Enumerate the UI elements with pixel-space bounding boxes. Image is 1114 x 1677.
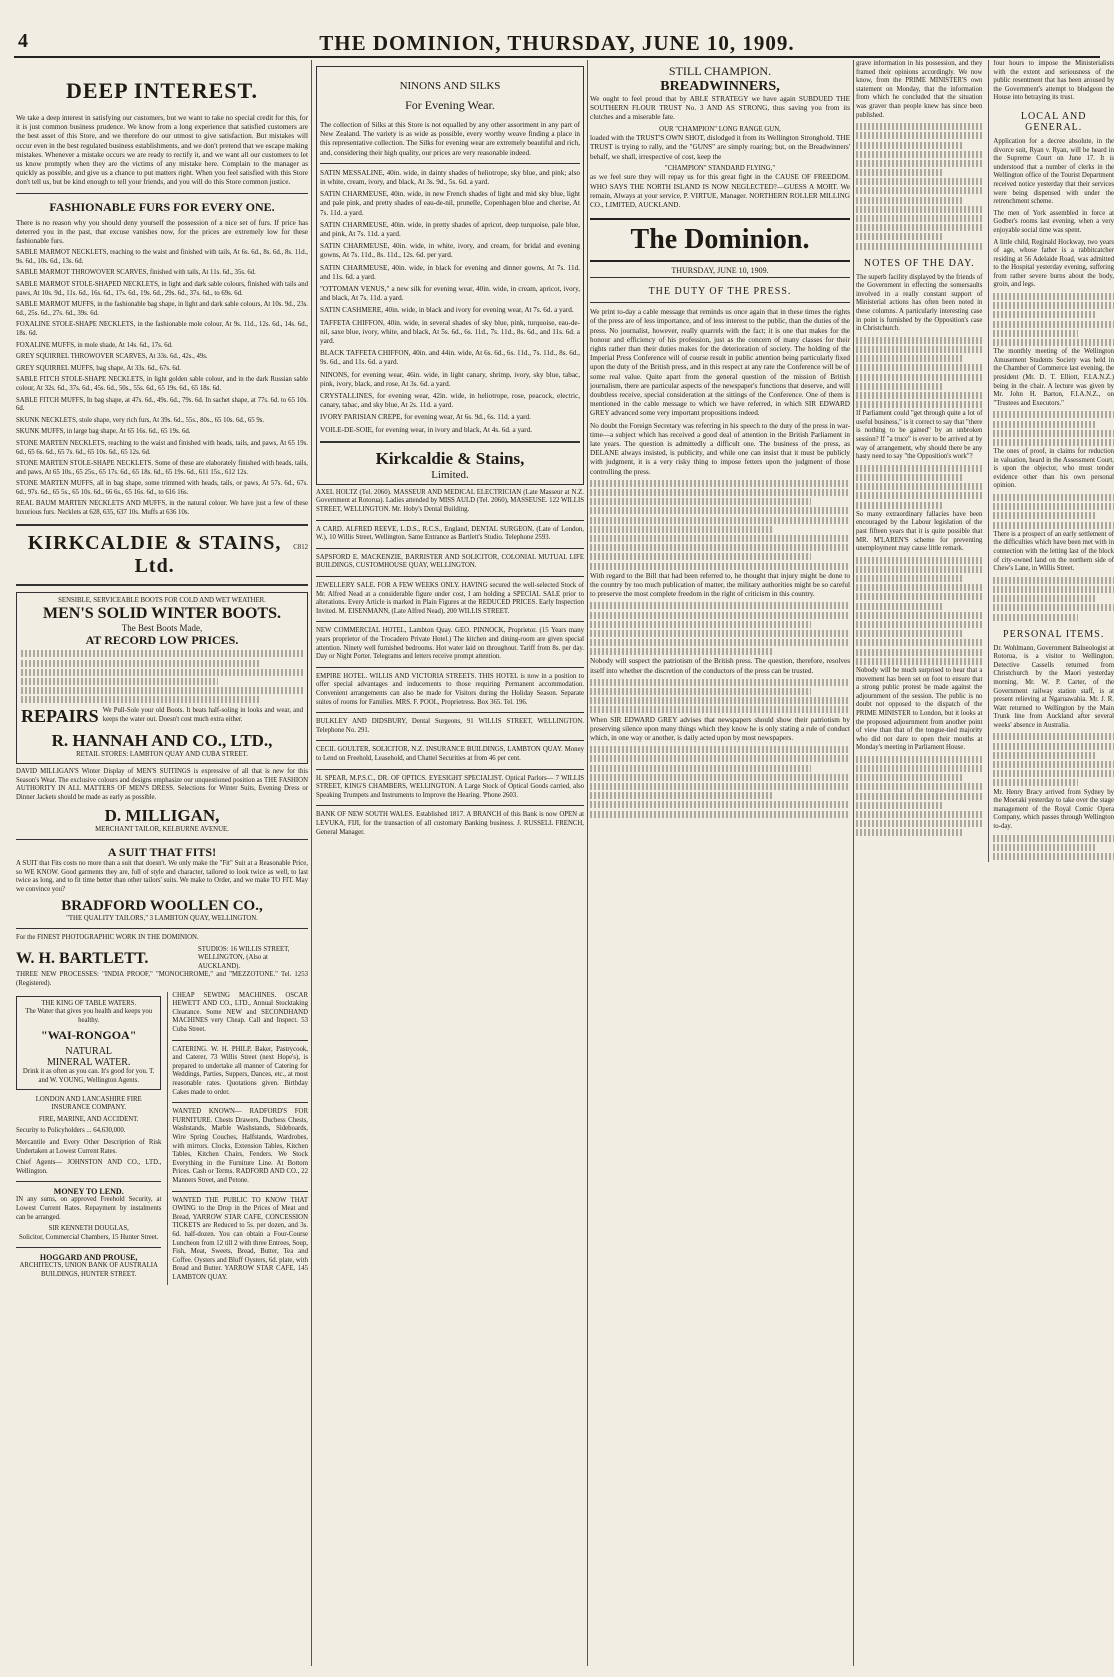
milligan-name: D. MILLIGAN, — [104, 805, 220, 825]
local-text: A little child, Reginald Hockway, two years of age, whose father is a rabbitcatcher residing at 56 Adelaide Road, was admitted to the Hospital yesterday evening, suffering from rather severe burns about the body, groin, and legs. — [993, 238, 1114, 289]
milligan-sub: MERCHANT TAILOR, KELBURNE AVENUE. — [95, 825, 229, 833]
fur-item: FOXALINE STOLE-SHAPE NECKLETS, in the fashionable mole colour, At 9s. 11d., 12s. 6d., 14s. 6d., 18s. 6d. — [16, 321, 308, 337]
boots-ad — [16, 592, 308, 765]
card-mackenzie: SAPSFORD E. MACKENZIE, BARRISTER AND SOLICITOR, COLONIAL MUTUAL LIFE BUILDINGS, CUSTOMHOUSE QUAY, WELLINGTON. — [316, 553, 584, 570]
wai-top: THE KING OF TABLE WATERS. — [41, 999, 137, 1007]
duty-text: No doubt the Foreign Secretary was referring in his speech to the duty of the press in war-time—a subject which has received a good deal of attention in the British Parliament in late years. The question is admittedly a difficult one. The business of the press, as DELANE always insisted, is publicity, and while one can insist that it must be publicly with judgment, it is a very risky thing to impose fetters upon the judgment of those controlling the press. — [590, 421, 850, 476]
store-code: C812 — [293, 543, 308, 551]
fur-item: SABLE MARMOT MUFFS, in the fashionable bag shape, in light and dark sable colours, At 10s. 9d., 23s. 6d., 25s. 6d., 27s. 6d., 39s. 6d. — [16, 301, 308, 317]
card-holtz: AXEL HOLTZ (Tel. 2060). MASSEUR AND MEDICAL ELECTRICIAN (Late Masseur at N.Z. Government at Rotorua). Ladies attended by MISS AULD (Tel. 2060), MASSEUSE. 122 WILLIS STREET, WELLINGTON. Mr. Hoby's Dental Building. — [316, 488, 584, 514]
fur-item: SABLE MARMOT STOLE-SHAPED NECKLETS, in light and dark sable colours, finished with tails and paws, At 10s. 9d., 11s. 6d., 16s. 6d., 17s. 6d., 19s. 6d., 29s. 6d., 37s. 6d., to 69s. 6d. — [16, 281, 308, 297]
local-text: The monthly meeting of the Wellington Amusement Students Society was held in the Chamber of Commerce last evening, the president (Mr. D. T. Elliott, F.I.A.N.Z.) being in the chair. A lecture was given by Mr. John H. Barton, F.I.A.N.Z., on "Trustees and Executors." — [993, 348, 1114, 407]
duty-text: When SIR EDWARD GREY advises that newspapers should show their patriotism by preserving silence upon many things which they know he is only stating a rule of conduct which, in one way or another, is daily acted upon by most newspapers. — [590, 715, 850, 743]
silk-item: "OTTOMAN VENUS," a new silk for evening wear, 40in. wide, in cream, apricot, ivory, and black, At 7s. 11d. a yard. — [320, 285, 580, 303]
silk-item: SATIN MESSALINE, 40in. wide, in dainty shades of heliotrope, sky blue, and pink; also in white, cream, ivory, and black, At 3s. 9d., 5s. 6d. a yard. — [320, 168, 580, 187]
catering-ad: CATERING. W. H. PHILP, Baker, Pastrycook, and Caterer, 73 Willis Street (next Hope's), is prepared to undertake all manner of Catering for Weddings, Parties, Suppers, Dances, etc., at most reasonable rates. Quotations given. Birthday Cakes made to order. — [172, 1045, 308, 1096]
yarrow-ad: WANTED THE PUBLIC TO KNOW THAT OWING to the Drop in the Prices of Meat and Bread, YARROW STAR CAFE, CONCESSION TICKETS are Reduced to 5s. per dozen, and 3s. 6d. half-dozen. You can obtain a Four-Course Luncheon from 12 till 2 with three Entrees, Soup, Fish, Meat, Sweets, Bread, Butter, Tea and Coffee. Oysters and Bluff Oysters, 6d. plate, with Bread and Butter. YARROW STAR CAFE, 145 LAMBTON QUAY. — [172, 1196, 308, 1281]
column-3 — [590, 60, 850, 1668]
column-2 — [316, 60, 584, 1668]
top-text: four hours to impose the Ministerialists with the extent and seriousness of the public resentment that has been aroused by the Government's attempt to bludgeon the House into betraying its trust. — [993, 60, 1114, 102]
silk-item: SATIN CHARMEUSE, 40in. wide, in black for evening and dinner gowns, At 7s. 11d. and 11s. 6d. a yard. — [320, 263, 580, 281]
hoggard-sub: ARCHITECTS, UNION BANK OF AUSTRALIA BUILDINGS, HUNTER STREET. — [19, 1262, 158, 1278]
money-name: SIR KENNETH DOUGLAS, — [48, 1225, 129, 1233]
notes-text: So many extraordinary fallacies have been encouraged by the Labour legislation of the past fifteen years that it is quite possible that MR. M'LAREN'S scheme for preventing unemployment may cause little remark. — [856, 510, 983, 553]
silk-item: IVORY PARISIAN CREPE, for evening wear, At 6s. 9d., 6s. 11d. a yard. — [320, 413, 531, 422]
gov-text: grave information in his possession, and they framed their opinions accordingly. We now know, from the PRIME MINISTER'S own statement on Monday, that the information from which he concluded that the situation was graver than people knew has since been published. — [856, 60, 983, 119]
lancs-text: Mercantile and Every Other Description of Risk Undertaken at Lowest Current Rates. — [16, 1139, 162, 1155]
wai-title: "WAI-RONGOA" — [41, 1028, 137, 1043]
boots-title: MEN'S SOLID WINTER BOOTS. — [43, 605, 281, 623]
fur-item: SKUNK NECKLETS, stole shape, very rich furs, At 39s. 6d., 55s., 80s., 65 10s. 6d., 65 9s. — [16, 416, 265, 424]
furs-heading: FASHIONABLE FURS FOR EVERY ONE. — [49, 199, 275, 214]
lancs-sub: FIRE, MARINE, AND ACCIDENT. — [38, 1115, 139, 1123]
local-text: The ones of proof, in claims for reduction in valuation, heard in the Assessment Court, is upon the objector, who must tender evidence other than his own personal opinion. — [993, 448, 1114, 490]
silk-item: NINONS, for evening wear, 46in. wide, in light canary, shrimp, ivory, sky blue, tabac, pink, ivory, black, and rose, At 3s. 6d. a yard. — [320, 370, 580, 388]
standard-heading: "CHAMPION" STANDARD FLYING," — [664, 164, 776, 172]
money-sub: Solicitor, Commercial Chambers, 15 Hunter Street. — [18, 1233, 159, 1241]
wai-text: Drink it as often as you can. It's good for you. T. and W. YOUNG, Wellington Agents. — [22, 1068, 155, 1085]
silk-item: SATIN CASHMERE, 40in. wide, in black and ivory for evening wear, At 7s. 6d. a yard. — [320, 306, 574, 315]
bradford-sub: "THE QUALITY TAILORS," 3 LAMBTON QUAY, WELLINGTON. — [66, 914, 258, 922]
wai-line1: NATURAL — [65, 1046, 113, 1058]
fits-title: A SUIT THAT FITS! — [107, 845, 217, 860]
personal-heading: PERSONAL ITEMS. — [1003, 628, 1105, 640]
column-rule — [311, 60, 312, 1666]
fur-item: STONE MARTEN STOLE-SHAPE NECKLETS. Some of these are elaborately finished with heads, tails, and paws, At 65 10s., 65 25s., 65 17s. 6d., 65 18s. 6d., 65 19s. 6d., 611 15s., 612 12s. — [16, 460, 308, 476]
duty-text: With regard to the Bill that had been referred to, he thought that injury might be done to the country by too much publication of matter, the military authorities might be so careful to preserve the most complete freedom in the right of criticism in this country. — [590, 571, 850, 599]
silk-item: BLACK TAFFETA CHIFFON, 40in. and 44in. wide, At 6s. 6d., 6s. 11d., 7s. 11d., 8s. 6d., 9s. 6d., and 11s. 6d. a yard. — [320, 349, 580, 367]
wai-sub: The Water that gives you health and keeps you healthy. — [25, 1008, 153, 1024]
bartlett-processes: THREE NEW PROCESSES: "INDIA PROOF," "MONOCHROME," and "MEZZOTONE." Tel. 1253 (Registered). — [16, 971, 308, 988]
card-goulter: CECIL GOULTER, SOLICITOR, N.Z. INSURANCE BUILDINGS, LAMBTON QUAY. Money to Lend on Freehold, Leasehold, and Chattel Securities at from 46 per cent. — [316, 746, 584, 762]
silk-item: CRYSTALLINES, for evening wear, 42in. wide, in heliotrope, rose, peacock, electric, canary, tabac, and sky blue, At 2s. 11d. a yard. — [320, 392, 580, 410]
card-jewellery: JEWELLERY SALE. FOR A FEW WEEKS ONLY. HAVING secured the well-selected Stock of Mr. Alfred Nead at a considerable figure under cost, I am holding a SPECIAL SALE prior to alterations. Every Article is marked in Plain Figures at the REDUCED PRICES. Early Inspection Invited. M. EISENMANN, (Late Alfred Nead), 200 WILLIS STREET. — [316, 582, 584, 615]
card-bank: BANK OF NEW SOUTH WALES. Established 1817. A BRANCH of this Bank is now OPEN at LEVUKA, FIJI, for the transaction of all customary Banking business. J. RUSSELL FRENCH, General Manager. — [316, 811, 584, 836]
silk-item: SATIN CHARMEUSE, 40in. wide, in pretty shades of apricot, deep turquoise, pale blue, and pink, At 7s. 11d. a yard. — [320, 220, 580, 239]
hannah-sub: RETAIL STORES: LAMBTON QUAY AND CUBA STREET. — [76, 750, 248, 758]
duty-text: Nobody will suspect the patriotism of the British press. The question, therefore, resolves itself into whether the discretion of the conductors of the press can be trusted. — [590, 657, 850, 675]
repairs-heading: REPAIRS — [21, 705, 99, 726]
bradford-firm: BRADFORD WOOLLEN CO., — [61, 897, 263, 914]
notes-text: If Parliament could "get through quite a lot of useful business," is it correct to say that "there is nothing to be gained" by an unbroken session? If "a truce" is ever to be arrived at by way of arrangement, why should there be any hasty need to say "the Opposition's work"? — [856, 410, 983, 461]
fur-item: REAL BAUM MARTEN NECKLETS AND MUFFS, in the natural colour. We have just a few of these luxurious furs. Necklets at 628, 635, 637 10s. Muffs at 636 10s. — [16, 500, 308, 517]
kirkcaldie-sub: Limited. — [431, 468, 469, 481]
lancs-agents: Chief Agents— JOHNSTON AND CO., LTD., Wellington. — [16, 1159, 162, 1175]
champion-text: loaded with the TRUST'S OWN SHOT, dislodged it from its Wellington Stronghold. THE TRUST is trying to rally, and the "GUNS" are simply roaring; but, on the Breadwinners' behalf, we shall, irrespective of cost, keep the — [590, 134, 850, 161]
silks-ad — [316, 66, 584, 485]
silk-item: SATIN CHARMEUSE, 40in. wide, in white, ivory, and cream, for bridal and evening gowns, At 7s. 11d., 8s. 11d., 12s. 6d. per yard. — [320, 242, 580, 260]
local-text: There is a prospect of an early settlement of the difficulties which have been met with in connection with the letting last of the block of city-owned land on the northern side of Chew's Lane, in Willis Street. — [993, 530, 1114, 573]
boots-prices: AT RECORD LOW PRICES. — [85, 633, 239, 648]
repairs-text: We Pull-Sole your old Boots. It beats half-soling in looks and wear, and keeps the water out. Doesn't cost much extra either. — [102, 707, 303, 724]
boots-top: SENSIBLE, SERVICEABLE BOOTS FOR COLD AND WET WEATHER. — [58, 596, 266, 604]
column-1 — [16, 60, 308, 1668]
bartlett-intro: For the FINEST PHOTOGRAPHIC WORK IN THE DOMINION. — [16, 934, 199, 942]
dominion-logo: The Dominion. — [590, 218, 850, 262]
hannah-firm: R. HANNAH AND CO., LTD., — [51, 730, 273, 750]
fur-item: SABLE FITCH STOLE-SHAPE NECKLETS, in light golden sable colour, and in the dark Russian sable colour, At 32s. 6d., 37s. 6d., 45s. 6d., 50s., 55s. 6d., 65 19s. 6d., 65 18s. 6d. — [16, 376, 308, 392]
card-empire-hotel: EMPIRE HOTEL. WILLIS AND VICTORIA STREETS. THIS HOTEL is now in a position to offer special advantages and inducements to those requiring Permanent accommodation. Convenient arrangements can also be made for Visitors during the Holiday Season. Separate suites of rooms for Families. MRS. F. POOL, Proprietress. Box 365. Tel. 196. — [316, 672, 584, 706]
bartlett-name: W. H. BARTLETT. — [16, 949, 149, 967]
lancs-title: LONDON AND LANCASHIRE FIRE INSURANCE COMPANY. — [35, 1095, 142, 1112]
silk-item: VOILE-DE-SOIE, for evening wear, in ivory and black, At 4s. 6d. a yard. — [320, 425, 533, 434]
standard-text: as we feel sure they will repay us for this great fight in the CAUSE OF FREEDOM. WHO SAYS THE NORTH ISLAND IS NOW NEGLECTED?—GUESS A MORT. We remain, Always at your service, P. VIRTUE, Manager. NORTHERN ROLLER MILLING CO., LIMITED, AUCKLAND. — [590, 173, 850, 210]
fur-item: SABLE MARMOT THROWOVER SCARVES, finished with tails, At 11s. 6d., 35s. 6d. — [16, 269, 256, 277]
ninons-text: The collection of Silks at this Store is not equalled by any other assortment in any part of New Zealand. The variety is as wide as possible, every worthy weave finding a place in this representative collection. The Silks for evening wear are extremely beautiful and rich, and, considering their high quality, our prices are very reasonable indeed. — [320, 121, 580, 157]
hoggard-name: HOGGARD AND PROUSE, — [39, 1253, 138, 1263]
card-bulkley: BULKLEY AND DIDSBURY, Dental Surgeons, 91 WILLIS STREET, WELLINGTON. Telephone No. 291. — [316, 718, 584, 734]
furs-intro: There is no reason why you should deny yourself the possession of a nice set of furs. If price has deterred you in the past, that excuse vanishes now, for the prices are extremely low for these fashionable furs. — [16, 218, 308, 246]
fur-item: FOXALINE MUFFS, in mole shade, At 14s. 6d., 17s. 6d. — [16, 341, 173, 349]
silk-item: SATIN CHARMEUSE, 40in. wide, in new French shades of light and mid sky blue, light and pale pink, and pretty shades of eau-de-nil, prunelle, Copenhagen blue and cherise, At 7s. 11d. a yard. — [320, 190, 580, 217]
money-text: IN any sums, on approved Freehold Security, at Lowest Current Rates. Repayment by instalments can be arranged. — [16, 1196, 162, 1221]
masthead-title: THE DOMINION, THURSDAY, JUNE 10, 1909. — [319, 31, 795, 55]
deep-interest-heading: DEEP INTEREST. — [65, 78, 259, 103]
ninons-heading: NINONS AND SILKS — [399, 80, 501, 92]
sewing-ad: CHEAP SEWING MACHINES. OSCAR HEWETT AND CO., LTD., Annual Stocktaking Clearance. Some NEW and SECONDHAND MACHINES very Cheap. Call and Inspect. 53 Cuba Street. — [172, 991, 308, 1034]
bread-text: We ought to feel proud that by ABLE STRATEGY we have again SUBDUED THE SOUTHERN FLOUR TRUST No. 3 AND AS STRONG, thus saving you from its clutches and a miserable fate. — [590, 95, 850, 122]
column-4 — [856, 60, 1114, 1668]
fur-item: GREY SQUIRREL MUFFS, bag shape, At 33s. 6d., 67s. 6d. — [16, 364, 181, 372]
personal-text: Dr. Wohlmann, Government Balneologist at Rotorua, is a visitor to Wellington. Detective Cassells returned from Christchurch by the Maori yesterday morning. Mr. W. P. Carter, of the Government railway station staff, is at present relieving at Ngaruawahia. Mr. J. R. Watt returned to Wellington by the Main Trunk line from Auckland after several weeks' absence in Australia. — [993, 644, 1114, 729]
column-rule — [587, 60, 588, 1666]
wai-line2: MINERAL WATER. — [47, 1057, 131, 1069]
ninons-sub: For Evening Wear. — [405, 98, 495, 112]
fur-item: SABLE MARMOT NECKLETS, reaching to the waist and finished with tails, At 6s. 6d., 8s. 6d., 8s. 11d., 9s. 6d., 10s. 6d., 13s. 6d. — [16, 249, 308, 265]
deep-interest-text: We take a deep interest in satisfying our customers, but we want to take no special credit for this, for it is just common business prudence. We know from a long experience that satisfied customers are the best asset of this Store, and we therefore do our utmost to give satisfaction. But mistakes will occur even in the best regulated business establishments, and we don't pretend that we escape making mistakes. Whenever a mistake occurs we are ready to rectify it, and we want all our customers to let us know promptly when they are the victims of any mistake here. Complain to the manager as quickly as possible, and give us a chance to put matters right. When you feel satisfied with this Store don't tell us, but be kind enough to tell your friends, and you will do this Store common justice. — [16, 114, 308, 187]
champion-gun: OUR "CHAMPION" LONG RANGE GUN, — [659, 125, 781, 133]
furs-list — [16, 249, 308, 517]
fur-item: GREY SQUIRREL THROWOVER SCARVES, At 33s. 6d., 42s., 49s. — [16, 353, 208, 361]
lancs-security: Security to Policyholders ... 64,630,000. — [16, 1127, 126, 1135]
local-text: The men of York assembled in force at Godber's rooms last evening, when a very enjoyable social time was spent. — [993, 209, 1114, 234]
notes-text: The superb facility displayed by the friends of the Government in effecting the somersaults involved in a really constant support of Ministerial actions has often been noted in these columns. A particularly interesting case in point is furnished by the Opposition's case in Christchurch. — [856, 273, 983, 333]
duty-heading: THE DUTY OF THE PRESS. — [648, 286, 792, 298]
champion-heading: STILL CHAMPION. — [668, 64, 772, 78]
card-reeve: A CARD. ALFRED REEVE, L.D.S., R.C.S., England, DENTAL SURGEON, (Late of London, W.), 10 Willis Street, Wellington. Same Entrance as Bartlett's Studio. Telephone 2593. — [316, 525, 584, 542]
store-banner — [16, 532, 308, 578]
card-commercial-hotel: NEW COMMERCIAL HOTEL, Lambton Quay. GEO. PINNOCK, Proprietor. (15 Years many years proprietor of the Trocadero Private Hotel.) The kitchen and dining-room are given special attention. Ninety well furnished bedrooms. Hot water laid on throughout. Tariff from 8s. per day. Day or Night Porter. Telegrams and letters receive prompt attention. — [316, 627, 584, 661]
fur-item: SKUNK MUFFS, in large bag shape, At 65 16s. 6d., 65 19s. 6d. — [16, 428, 191, 436]
radford-ad: WANTED KNOWN— RADFORD'S FOR FURNITURE. Chests Drawers, Duchess Chests, Washstands, Marble Washstands, Sideboards, Wire Spring Couches, Halfstands, Wardrobes, with mirrors. Clocks, Extension Tables, Kitchen Tables, Kitchen Chairs, Fenders. We Stock Everything in the Furniture Line. At Bottom Prices. Cash or Terms. RADFORD AND CO., 22 Manners Street, and Petone. — [172, 1108, 308, 1184]
silk-item: TAFFETA CHIFFON, 40in. wide, in several shades of sky blue, pink, turquoise, eau-de-nil, saxe blue, ivory, white, and black, At 5s. 6d., 6s. 11d., 7s. 11d., 8s. 6d., and 11s. 6d. a yard. — [320, 318, 580, 346]
fur-item: STONE MARTEN MUFFS, all in bag shape, some trimmed with heads, tails, or paws, At 57s. 6d., 67s. 6d., 97s. 6d., 65 5s., 65 10s. 6d., 66 6s., 65 16s. 6d., to 616 16s. — [16, 480, 308, 496]
notes-text: Nobody will be much surprised to hear that a movement has been set on foot to ensure that a strong public protest be made against the adjournment of the session. The public is no doubt not opposed to the dispatch of the PRIME MINISTER to London, but it looks at the proposed adjournment from another point of view than that of the tongue-tied majority who did not dare to open their mouths at Monday's meeting in Parliament House. — [856, 666, 983, 752]
store-name: KIRKCALDIE & STAINS, Ltd. — [27, 531, 282, 577]
bread-heading: BREADWINNERS, — [660, 79, 780, 94]
duty-text: We print to-day a cable message that reminds us once again that in these times the rights of the press are of less importance, and of less interest to the public, than the duties of the press. No journalist, however, really quarrels with the fact; it is one that makes for the honour and efficiency of his profession, just as the concern of many classes for their rights rather than their duties makes for the deterioration of society. The holding of the Imperial Press Conference will of course result in public attention being particularly fixed upon the duty of the British press, and in this respect at any rate the Conference will be of some real value. Quite apart from the general question of the mission of British journalism, there are particular aspects of the newspaper's functions that deserve, and will doubtless receive, special consideration at the sittings of the Conference. One of them is mentioned in the cable message to which we have referred, in which SIR EDWARD GREY advanced some very important propositions indeed. — [590, 308, 850, 418]
fur-item: SABLE FITCH MUFFS, In bag shape, at 47s. 6d., 49s. 6d., 79s. 6d. In sachet shape, at 77s. 6d. to 65 10s. 6d. — [16, 396, 308, 413]
page-number: 4 — [18, 30, 28, 52]
boots-sub: The Best Boots Made, — [121, 623, 203, 634]
notes-heading: NOTES OF THE DAY. — [863, 257, 975, 269]
bartlett-addr: STUDIOS: 16 WILLIS STREET, WELLINGTON, (Also at AUCKLAND). — [198, 945, 290, 970]
personal-text: Mr. Henry Bracy arrived from Sydney by the Moeraki yesterday to take over the stage management of the Royal Comic Opera Company, which passes through Wellington to-day. — [993, 788, 1114, 830]
dominion-date: THURSDAY, JUNE 10, 1909. — [590, 266, 850, 278]
fits-text: A SUIT that Fits costs no more than a suit that doesn't. We only make the "Fit" Suit at a Reasonable Price, so WE KNOW. Good garments they are, full of style and character, tailored to look twice as well, to last twice as long, and to fit time better than other tailors' suits. We make to Order, and we make TO FIT. May we convince you? — [16, 860, 308, 893]
masthead — [14, 30, 1100, 58]
fur-item: STONE MARTEN NECKLETS, reaching to the waist and finished with heads, tails, and paws, At 65 19s. 6d., 65 6s. 6d., 65 7s. 6d., 65 10s. 6d., 65 12s. 6d. — [16, 439, 308, 456]
money-title: MONEY TO LEND. — [53, 1187, 124, 1197]
milligan-text: DAVID MILLIGAN'S Winter Display of MEN'S SUITINGS is expressive of all that is new for this Season's Wear. The exclusive colours and designs emphasize our unquestioned position as THE FASHION AUTHORITY IN ALL MATTERS OF MEN'S DRESS. Selections for Winter Suits, Evening Dress or Dinner Jackets should be made as early as possible. — [16, 768, 308, 801]
wai-rongoa-ad — [16, 996, 161, 1090]
kirkcaldie-name: Kirkcaldie & Stains, — [375, 448, 525, 468]
local-text: Application for a decree absolute, in the divorce suit, Ryan v. Ryan, will be heard in the Supreme Court on June 17. It is understood that a number of clerks in the Wellington office of the Tourist Department received notice yesterday that their services were being dispensed with under the retrenchment scheme. — [993, 137, 1114, 206]
card-spear: H. SPEAR, M.P.S.C., DR. OF OPTICS. EYESIGHT SPECIALIST. Optical Parlors— 7 WILLIS STREET, KING'S CHAMBERS, WELLINGTON. A Large Stock of Optical Goods carried, also Speaking Trumpets and Instruments to Improve the Hearing. 'Phone 2603. — [316, 774, 584, 799]
local-heading: LOCAL AND GENERAL. — [1020, 110, 1087, 133]
column-rule — [853, 60, 854, 1666]
